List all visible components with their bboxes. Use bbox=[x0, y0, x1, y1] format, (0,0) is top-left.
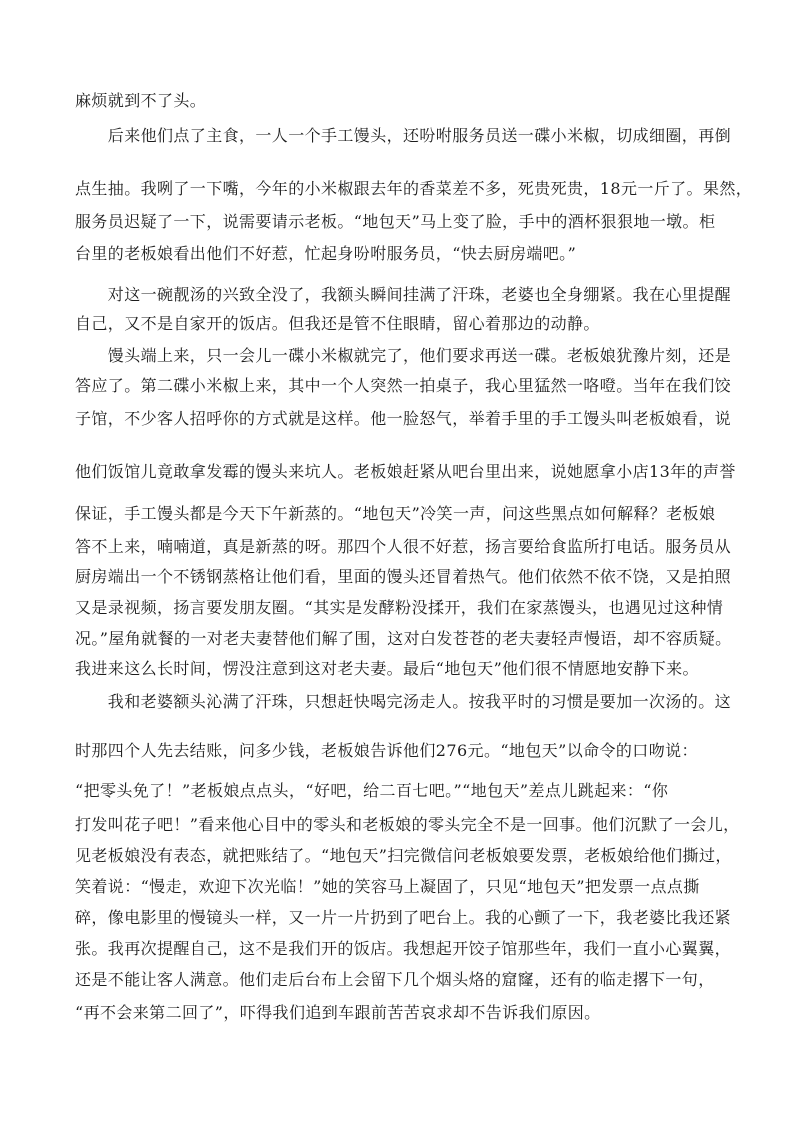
text-line: 馒头端上来，只一会儿一碟小米椒就完了，他们要求再送一碟。老板娘犹豫片刻，还是 bbox=[75, 346, 732, 365]
text-line: 张。我再次提醒自己，这不是我们开的饭店。我想起开饺子馆那些年，我们一直小心翼翼， bbox=[75, 939, 732, 958]
text-line: 我和老婆额头沁满了汗珠，只想赶快喝完汤走人。按我平时的习惯是要加一次汤的。这 bbox=[75, 692, 732, 711]
text-line: 还是不能让客人满意。他们走后台布上会留下几个烟头烙的窟窿，还有的临走撂下一句， bbox=[75, 970, 715, 989]
text-line: 笑着说：“慢走，欢迎下次光临！”她的笑容马上凝固了，只见“地包天”把发票一点点撕 bbox=[75, 877, 700, 896]
text-line: 况。”屋角就餐的一对老夫妻替他们解了围，这对白发苍苍的老夫妻轻声慢语，却不容质疑。 bbox=[75, 629, 732, 648]
text-line: 答不上来，喃喃道，真是新蒸的呀。那四个人很不好惹，扬言要给食监所打电话。服务员从 bbox=[75, 537, 732, 556]
text-line: “把零头免了！”老板娘点点头，“好吧，给二百七吧。”“地包天”差点儿跳起来：“你 bbox=[75, 781, 669, 800]
text-line: 厨房端出一个不锈钢蒸格让他们看，里面的馒头还冒着热气。他们依然不依不饶，又是拍照 bbox=[75, 567, 732, 586]
text-line: 对这一碗靓汤的兴致全没了，我额头瞬间挂满了汗珠，老婆也全身绷紧。我在心里提醒 bbox=[75, 285, 732, 304]
text-line: 后来他们点了主食，一人一个手工馒头，还吩咐服务员送一碟小米椒，切成细圈，再倒 bbox=[75, 126, 732, 145]
text-line: 子馆，不少客人招呼你的方式就是这样。他一脸怒气，举着手里的手工馒头叫老板娘看，说 bbox=[75, 409, 732, 428]
text-line: 台里的老板娘看出他们不好惹，忙起身吩咐服务员，“快去厨房端吧。” bbox=[75, 244, 577, 263]
text-line: 答应了。第二碟小米椒上来，其中一个人突然一拍桌子，我心里猛然一咯噔。当年在我们饺 bbox=[75, 376, 732, 395]
text-line: 时那四个人先去结账，问多少钱，老板娘告诉他们276元。“地包天”以命令的口吻说： bbox=[75, 741, 698, 760]
text-line: 打发叫花子吧！”看来他心目中的零头和老板娘的零头完全不是一回事。他们沉默了一会儿， bbox=[75, 815, 740, 834]
text-line: 我进来这么长时间，愣没注意到这对老夫妻。最后“地包天”他们很不情愿地安静下来。 bbox=[75, 659, 699, 678]
text-line: 碎，像电影里的慢镜头一样，又一片一片扔到了吧台上。我的心颤了一下，我老婆比我还紧 bbox=[75, 908, 732, 927]
text-line: “再不会来第二回了”，吓得我们追到车跟前苦苦哀求却不告诉我们原因。 bbox=[75, 1003, 601, 1022]
text-line: 服务员迟疑了一下，说需要请示老板。“地包天”马上变了脸，手中的酒杯狠狠地一墩。柜 bbox=[75, 212, 716, 231]
text-line: 自己，又不是自家开的饭店。但我还是管不住眼睛，留心着那边的动静。 bbox=[75, 314, 600, 333]
text-line: 保证，手工馒头都是今天下午新蒸的。“地包天”冷笑一声，问这些黑点如何解释？老板娘 bbox=[75, 504, 716, 523]
text-line: 又是录视频，扬言要发朋友圈。“其实是发酵粉没揉开，我们在家蒸馒头，也遇见过这种情 bbox=[75, 598, 724, 617]
text-line: 麻烦就到不了头。 bbox=[75, 91, 207, 110]
text-line: 见老板娘没有表态，就把账结了。“地包天”扫完微信问老板娘要发票，老板娘给他们撕过， bbox=[75, 846, 732, 865]
text-line: 他们饭馆儿竟敢拿发霉的馒头来坑人。老板娘赶紧从吧台里出来，说她愿拿小店13年的声誉 bbox=[75, 462, 736, 481]
text-line: 点生抽。我咧了一下嘴，今年的小米椒跟去年的香菜差不多，死贵死贵，18元一斤了。果然， bbox=[75, 179, 753, 198]
